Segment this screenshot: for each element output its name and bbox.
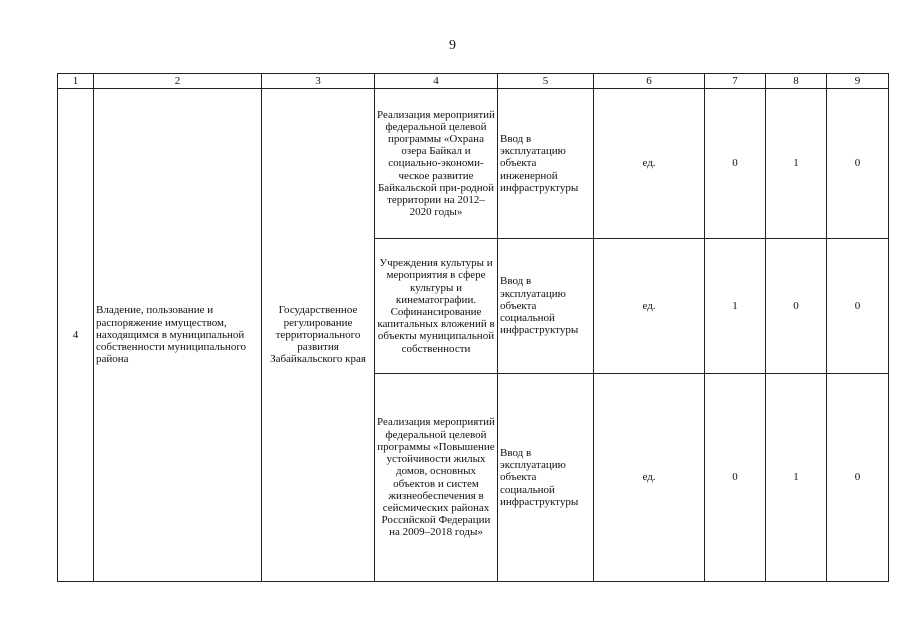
value-cell: 0 (827, 239, 889, 374)
value-cell: 0 (705, 89, 766, 239)
column-header: 9 (827, 74, 889, 89)
task-cell: Владение, пользование и распоряжение имуществом, находящимся в муниципальной собственности муниципального района (94, 89, 262, 582)
measure-cell: Реализация мероприятий федеральной целевой программы «Повышение устойчивости жилых домов, основных объектов и систем жизнеобеспечения в сейсмических районах Российской Федерации на 2009–2018 годы» (375, 374, 498, 582)
measure-cell: Реализация мероприятий федеральной целевой программы «Охрана озера Байкал и социально-экономи-ческое развитие Байкальской при-родной территории на 2012–2020 годы» (375, 89, 498, 239)
unit-cell: ед. (594, 239, 705, 374)
value-cell: 0 (827, 374, 889, 582)
column-header: 7 (705, 74, 766, 89)
value-cell: 1 (766, 89, 827, 239)
table-row (58, 89, 889, 239)
header-row (58, 74, 889, 89)
column-header: 1 (58, 74, 94, 89)
unit-cell: ед. (594, 374, 705, 582)
column-header: 8 (766, 74, 827, 89)
data-table (57, 73, 889, 582)
value-cell: 0 (766, 239, 827, 374)
measure-cell: Учреждения культуры и мероприятия в сфере культуры и кинематографии. Софинансирование капитальных вложений в объекты муниципальной собственности (375, 239, 498, 374)
column-header: 4 (375, 74, 498, 89)
program-cell: Государственное регулирование территориального развития Забайкальского края (262, 89, 375, 582)
row-number-cell: 4 (58, 89, 94, 582)
column-header: 2 (94, 74, 262, 89)
indicator-cell: Ввод в эксплуатацию объекта социальной инфраструктуры (498, 239, 594, 374)
value-cell: 1 (705, 239, 766, 374)
page-number: 9 (449, 38, 456, 53)
indicator-cell: Ввод в эксплуатацию объекта инженерной инфраструктуры (498, 89, 594, 239)
column-header: 3 (262, 74, 375, 89)
unit-cell: ед. (594, 89, 705, 239)
indicator-cell: Ввод в эксплуатацию объекта социальной инфраструктуры (498, 374, 594, 582)
column-header: 5 (498, 74, 594, 89)
value-cell: 0 (705, 374, 766, 582)
value-cell: 1 (766, 374, 827, 582)
value-cell: 0 (827, 89, 889, 239)
column-header: 6 (594, 74, 705, 89)
